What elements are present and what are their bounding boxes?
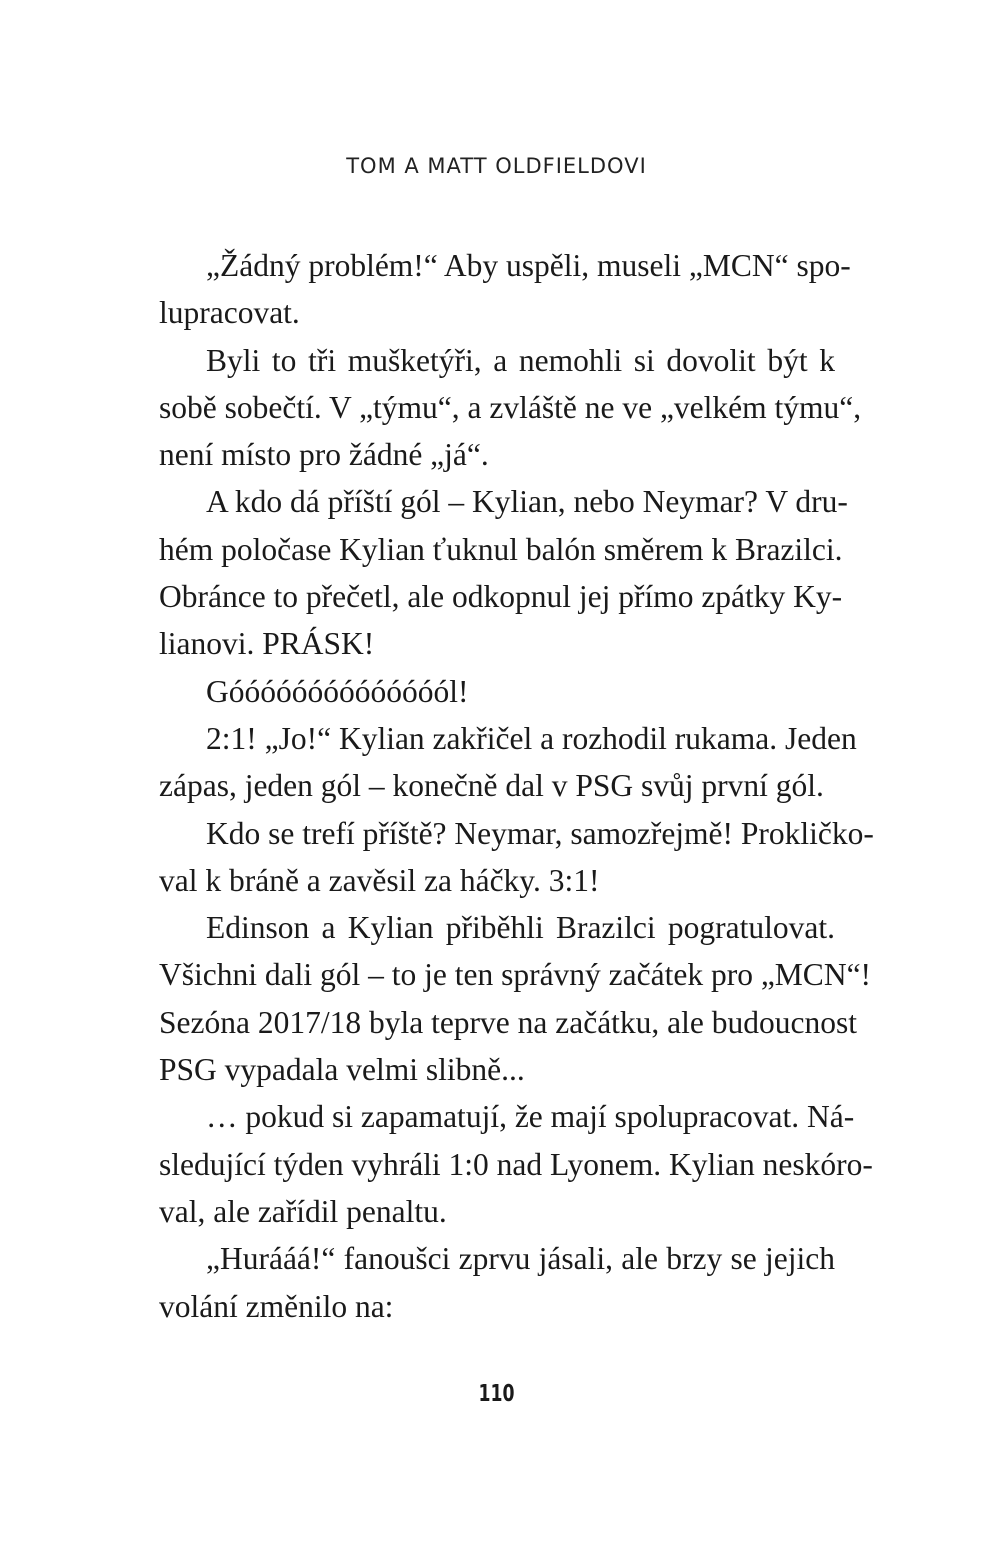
text-line: sobě sobečtí. V „týmu“, a zvláště ne ve „velkém týmu“, — [159, 389, 862, 425]
text-line: není místo pro žádné „já“. — [159, 437, 489, 473]
text-line: sledující týden vyhráli 1:0 nad Lyonem. Kylian neskóro- — [159, 1146, 873, 1182]
text-line: Góóóóóóóóóóóóóól! — [206, 673, 469, 709]
text-line: … pokud si zapamatují, že mají spolupracovat. Ná- — [206, 1099, 855, 1135]
page-number: 110 — [478, 1381, 515, 1407]
text-line: Sezóna 2017/18 byla teprve na začátku, ale budoucnost — [159, 1004, 858, 1040]
text-line: val, ale zařídil penaltu. — [159, 1193, 447, 1229]
text-line: Edinson a Kylian přiběhli Brazilci pogratulovat. — [206, 910, 835, 946]
text-line: 2:1! „Jo!“ Kylian zakřičel a rozhodil rukama. Jeden — [206, 720, 857, 756]
text-line: hém poločase Kylian ťuknul balón směrem k Brazilci. — [159, 531, 843, 567]
running-head: TOM A MATT OLDFIELDOVI — [346, 154, 647, 178]
text-line: val k bráně a zavěsil za háčky. 3:1! — [159, 862, 600, 898]
text-line: lianovi. PRÁSK! — [159, 626, 375, 662]
text-line: Byli to tři mušketýři, a nemohli si dovolit být k — [206, 342, 835, 378]
text-line: volání změnilo na: — [159, 1288, 394, 1324]
text-line: lupracovat. — [159, 295, 300, 331]
text-line: Všichni dali gól – to je ten správný začátek pro „MCN“! — [159, 957, 872, 993]
text-line: Obránce to přečetl, ale odkopnul jej přímo zpátky Ky- — [159, 579, 843, 615]
text-line: „Hurááá!“ fanoušci zprvu jásali, ale brzy se jejich — [206, 1241, 835, 1277]
text-line: Kdo se trefí příště? Neymar, samozřejmě! Prokličko- — [206, 815, 874, 851]
text-line: „Žádný problém!“ Aby uspěli, museli „MCN“ spo- — [206, 248, 851, 283]
text-line: zápas, jeden gól – konečně dal v PSG svůj první gól. — [159, 768, 824, 804]
body-text — [159, 242, 874, 1330]
text-line: A kdo dá příští gól – Kylian, nebo Neymar? V dru- — [206, 484, 848, 520]
text-line: PSG vypadala velmi slibně... — [159, 1052, 525, 1088]
